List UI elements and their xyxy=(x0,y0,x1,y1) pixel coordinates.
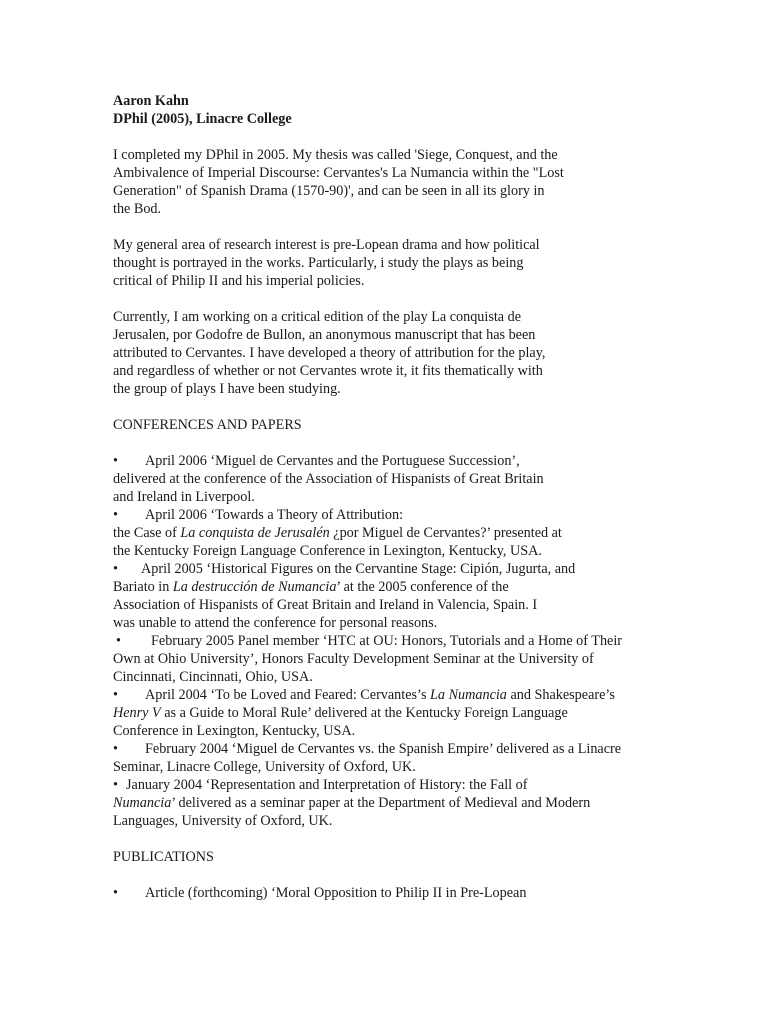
intro-paragraph-current-work xyxy=(113,308,653,398)
publications-heading: PUBLICATIONS xyxy=(113,849,214,865)
text-line: Cincinnati, Cincinnati, Ohio, USA. xyxy=(113,669,313,685)
conference-item xyxy=(113,686,653,740)
item-text: the Case of xyxy=(113,525,181,541)
item-text: April 2004 ‘To be Loved and Feared: Cervantes’s xyxy=(145,687,431,703)
bullet-icon: • xyxy=(113,561,118,577)
text-line: Association of Hispanists of Great Britain and Ireland in Valencia, Spain. I xyxy=(113,597,538,613)
text-line: Conference in Lexington, Kentucky, USA. xyxy=(113,723,356,739)
item-text: ’ at the 2005 conference of the xyxy=(336,579,509,595)
conference-list xyxy=(113,452,653,830)
author-degree: DPhil (2005), Linacre College xyxy=(113,111,292,127)
text-line: Jerusalen, por Godofre de Bullon, an anonymous manuscript that has been xyxy=(113,327,536,343)
text-line: attributed to Cervantes. I have developed a theory of attribution for the play, xyxy=(113,345,546,361)
author-name: Aaron Kahn xyxy=(113,93,189,109)
text-line: the Kentucky Foreign Language Conference in Lexington, Kentucky, USA. xyxy=(113,543,542,559)
italic-title: La Numancia xyxy=(430,687,507,703)
item-text: Bariato in xyxy=(113,579,173,595)
bullet-icon: • xyxy=(116,633,121,649)
conference-item xyxy=(113,776,653,830)
bullet-icon: • xyxy=(113,507,118,523)
conference-item xyxy=(113,560,653,632)
text-line: and Ireland in Liverpool. xyxy=(113,489,255,505)
item-text: January 2004 ‘Representation and Interpretation of History: the Fall of xyxy=(126,777,528,793)
item-text: as a Guide to Moral Rule’ delivered at the Kentucky Foreign Language xyxy=(160,705,568,721)
bullet-icon: • xyxy=(113,885,118,901)
item-text: February 2005 Panel member ‘HTC at OU: Honors, Tutorials and a Home of Their xyxy=(151,633,622,649)
conference-item xyxy=(113,632,653,686)
conference-item xyxy=(113,506,653,560)
item-text: April 2005 ‘Historical Figures on the Cervantine Stage: Cipión, Jugurta, and xyxy=(141,561,576,577)
text-line xyxy=(113,884,653,902)
italic-title: Henry V xyxy=(113,705,161,721)
text-line xyxy=(113,794,653,812)
bullet-icon: • xyxy=(113,687,118,703)
text-line: I completed my DPhil in 2005. My thesis was called 'Siege, Conquest, and the xyxy=(113,147,558,163)
text-line xyxy=(113,704,653,722)
bullet-icon: • xyxy=(113,741,118,757)
intro-paragraph-research xyxy=(113,236,653,290)
italic-title: La destrucción de Numancia xyxy=(172,579,337,595)
text-line: Ambivalence of Imperial Discourse: Cervantes's La Numancia within the "Lost xyxy=(113,165,564,181)
text-line: Languages, University of Oxford, UK. xyxy=(113,813,333,829)
text-line: delivered at the conference of the Association of Hispanists of Great Britain xyxy=(113,471,544,487)
italic-title: Numancia xyxy=(113,795,172,811)
text-line: thought is portrayed in the works. Particularly, i study the plays as being xyxy=(113,255,524,271)
item-text: April 2006 ‘Towards a Theory of Attribution: xyxy=(145,507,404,523)
text-line: the Bod. xyxy=(113,201,162,217)
intro-paragraph-thesis xyxy=(113,146,653,218)
document-page xyxy=(113,92,653,902)
text-line: Seminar, Linacre College, University of Oxford, UK. xyxy=(113,759,416,775)
text-line xyxy=(113,578,653,596)
publication-item xyxy=(113,884,653,902)
text-line: was unable to attend the conference for personal reasons. xyxy=(113,615,438,631)
conferences-heading: CONFERENCES AND PAPERS xyxy=(113,417,302,433)
text-line: and regardless of whether or not Cervantes wrote it, it fits thematically with xyxy=(113,363,543,379)
conference-item xyxy=(113,740,653,776)
item-text: April 2006 ‘Miguel de Cervantes and the Portuguese Succession’, xyxy=(145,453,520,469)
publication-list xyxy=(113,884,653,902)
item-text: ’ delivered as a seminar paper at the Department of Medieval and Modern xyxy=(171,795,591,811)
bullet-icon: • xyxy=(113,777,118,793)
text-line: My general area of research interest is pre-Lopean drama and how political xyxy=(113,237,540,253)
text-line xyxy=(113,632,653,650)
conference-item xyxy=(113,452,653,506)
item-text: Article (forthcoming) ‘Moral Opposition to Philip II in Pre-Lopean xyxy=(145,885,527,901)
item-text: February 2004 ‘Miguel de Cervantes vs. the Spanish Empire’ delivered as a Linacre xyxy=(145,741,622,757)
text-line: critical of Philip II and his imperial policies. xyxy=(113,273,365,289)
item-text: and Shakespeare’s xyxy=(506,687,615,703)
text-line xyxy=(113,740,653,758)
item-text: ¿por Miguel de Cervantes?’ presented at xyxy=(329,525,562,541)
text-line xyxy=(113,524,653,542)
text-line xyxy=(113,560,653,578)
text-line xyxy=(113,506,653,524)
text-line: Currently, I am working on a critical edition of the play La conquista de xyxy=(113,309,522,325)
text-line xyxy=(113,776,653,794)
bullet-icon: • xyxy=(113,453,118,469)
text-line xyxy=(113,452,653,470)
text-line: the group of plays I have been studying. xyxy=(113,381,341,397)
text-line xyxy=(113,686,653,704)
text-line: Generation" of Spanish Drama (1570-90)', and can be seen in all its glory in xyxy=(113,183,545,199)
italic-title: La conquista de Jerusalén xyxy=(180,525,330,541)
text-line: Own at Ohio University’, Honors Faculty Development Seminar at the University of xyxy=(113,651,594,667)
